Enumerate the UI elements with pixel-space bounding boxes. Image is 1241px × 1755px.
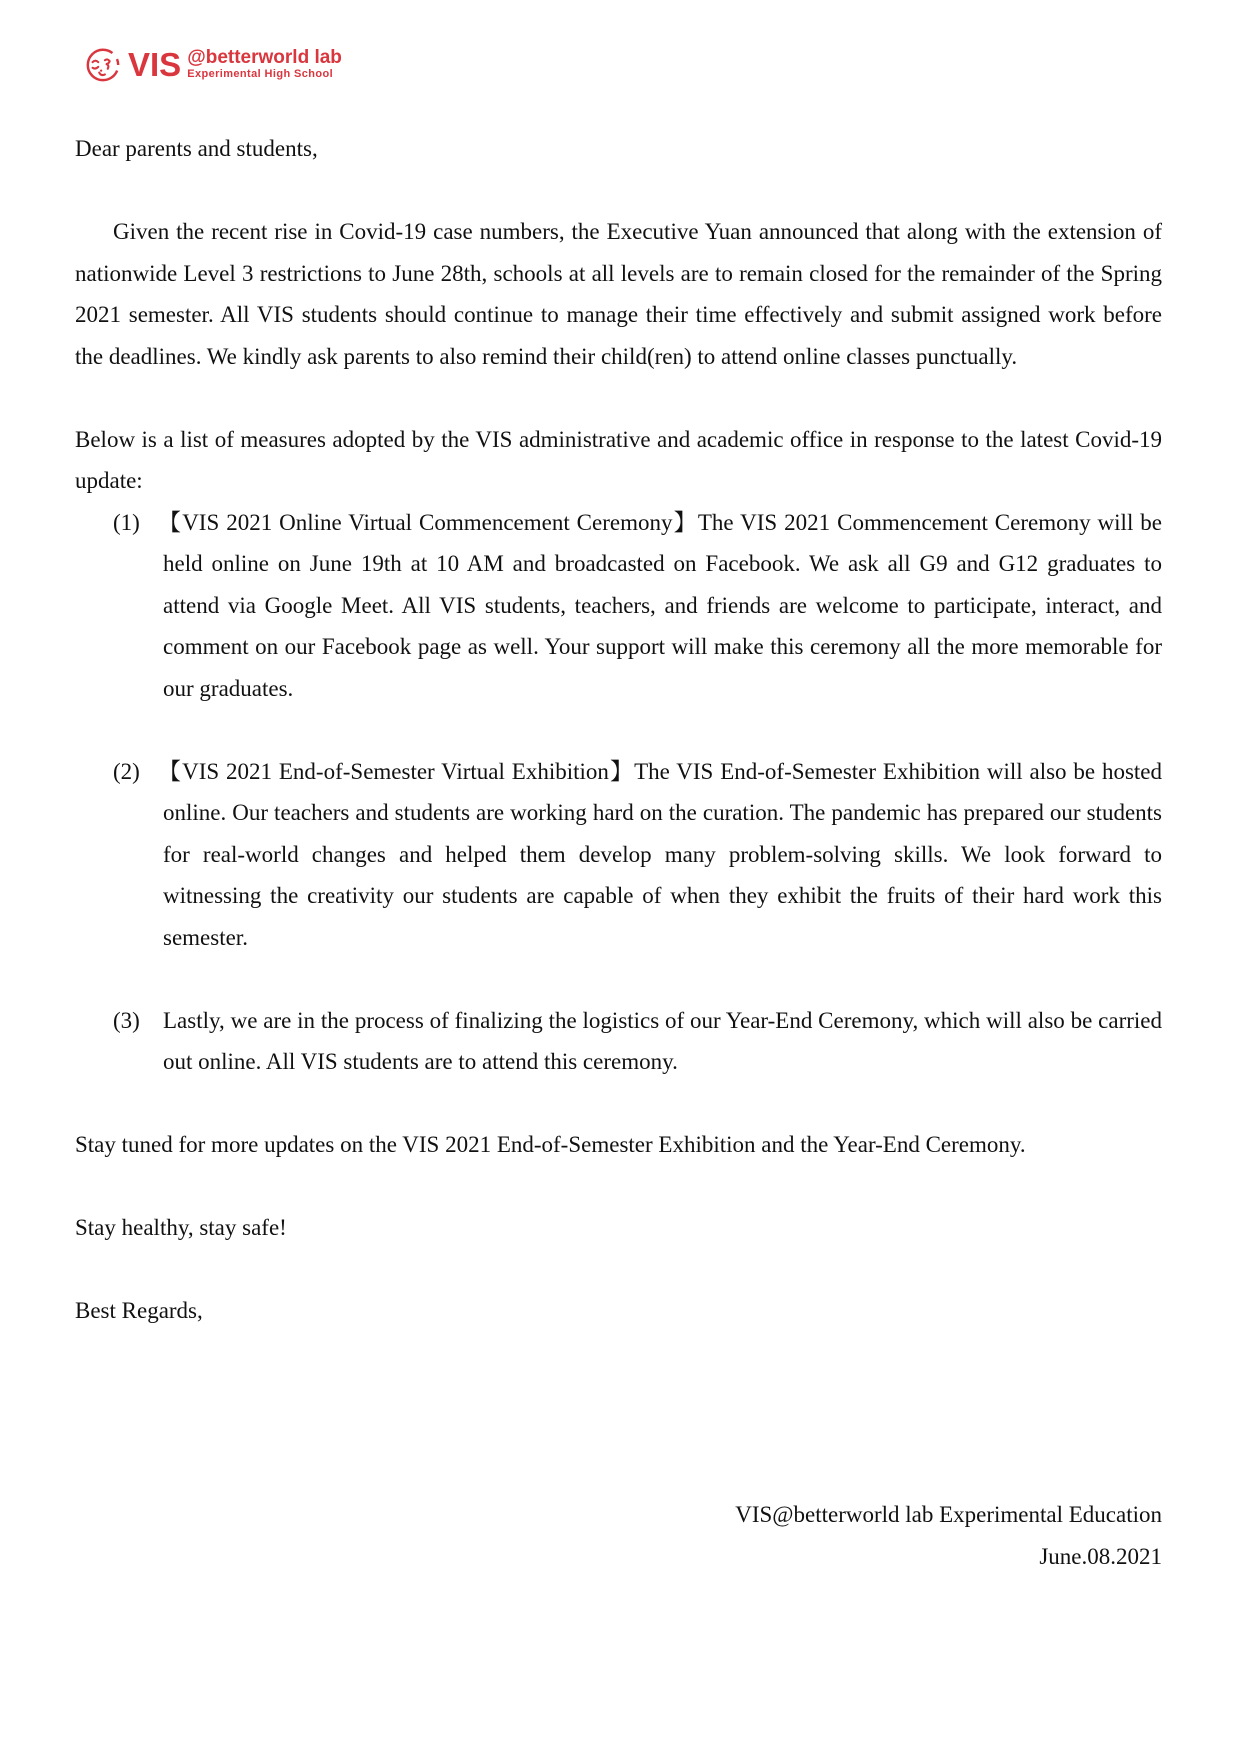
list-marker: (3) xyxy=(113,1007,140,1033)
signature: VIS@betterworld lab Experimental Education xyxy=(735,1502,1162,1527)
intro-paragraph: Given the recent rise in Covid-19 case numbers, the Executive Yuan announced that along with the extension of nationwide Level 3 restrictions to June 28th, schools at all levels are to remain closed for the remainder of the Spring 2021 semester. All VIS students should continue to manage their time effectively and submit assigned work before the deadlines. We kindly ask parents to also remind their child(ren) to attend online classes punctually. xyxy=(75,219,1162,369)
measure-item-3 xyxy=(75,1000,1162,1083)
measures-lead: Below is a list of measures adopted by the VIS administrative and academic office in response to the latest Covid-19 update: xyxy=(75,426,1162,493)
letter-date: June.08.2021 xyxy=(1039,1543,1162,1569)
list-marker: (1) xyxy=(113,509,140,535)
stay-tuned-paragraph: Stay tuned for more updates on the VIS 2021 End-of-Semester Exhibition and the Year-End Ceremony. xyxy=(75,1132,1026,1157)
logo-brand: VIS xyxy=(128,45,182,83)
logo-line-2: Experimental High School xyxy=(187,68,334,80)
measure-text: The VIS End-of-Semester Exhibition will also be hosted online. Our teachers and students are working hard on the curation. The pandemic has prepared our students for real-world changes and helped them develop many problem-solving skills. We look forward to witnessing the creativity our students are capable of when they exhibit the fruits of their hard work this semester. xyxy=(163,758,1163,950)
signature-block xyxy=(735,1494,1162,1577)
salutation: Dear parents and students, xyxy=(75,136,318,161)
closing-wish: Stay healthy, stay safe! xyxy=(75,1215,287,1240)
measure-title: 【VIS 2021 Online Virtual Commencement Ceremony】 xyxy=(158,509,698,535)
sign-off: Best Regards, xyxy=(75,1298,203,1323)
measure-title: 【VIS 2021 End-of-Semester Virtual Exhibition】 xyxy=(158,758,635,784)
letter-body xyxy=(75,128,1162,1332)
measure-text: The VIS 2021 Commencement Ceremony will be held online on June 19th at 10 AM and broadcasted on Facebook. We ask all G9 and G12 graduates to attend via Google Meet. All VIS students, teachers, and friends are welcome to participate, interact, and comment on our Facebook page as well. Your support will make this ceremony all the more memorable for our graduates. xyxy=(163,509,1162,701)
vis-face-logo-icon xyxy=(84,45,122,83)
measure-item-2 xyxy=(75,751,1162,959)
list-marker: (2) xyxy=(113,758,140,784)
school-logo xyxy=(84,44,342,84)
logo-subtitle xyxy=(187,48,342,80)
measure-item-1 xyxy=(75,502,1162,710)
measure-text: Lastly, we are in the process of finalizing the logistics of our Year-End Ceremony, which will also be carried out online. All VIS students are to attend this ceremony. xyxy=(163,1007,1162,1074)
logo-line-1: @betterworld lab xyxy=(187,47,342,68)
